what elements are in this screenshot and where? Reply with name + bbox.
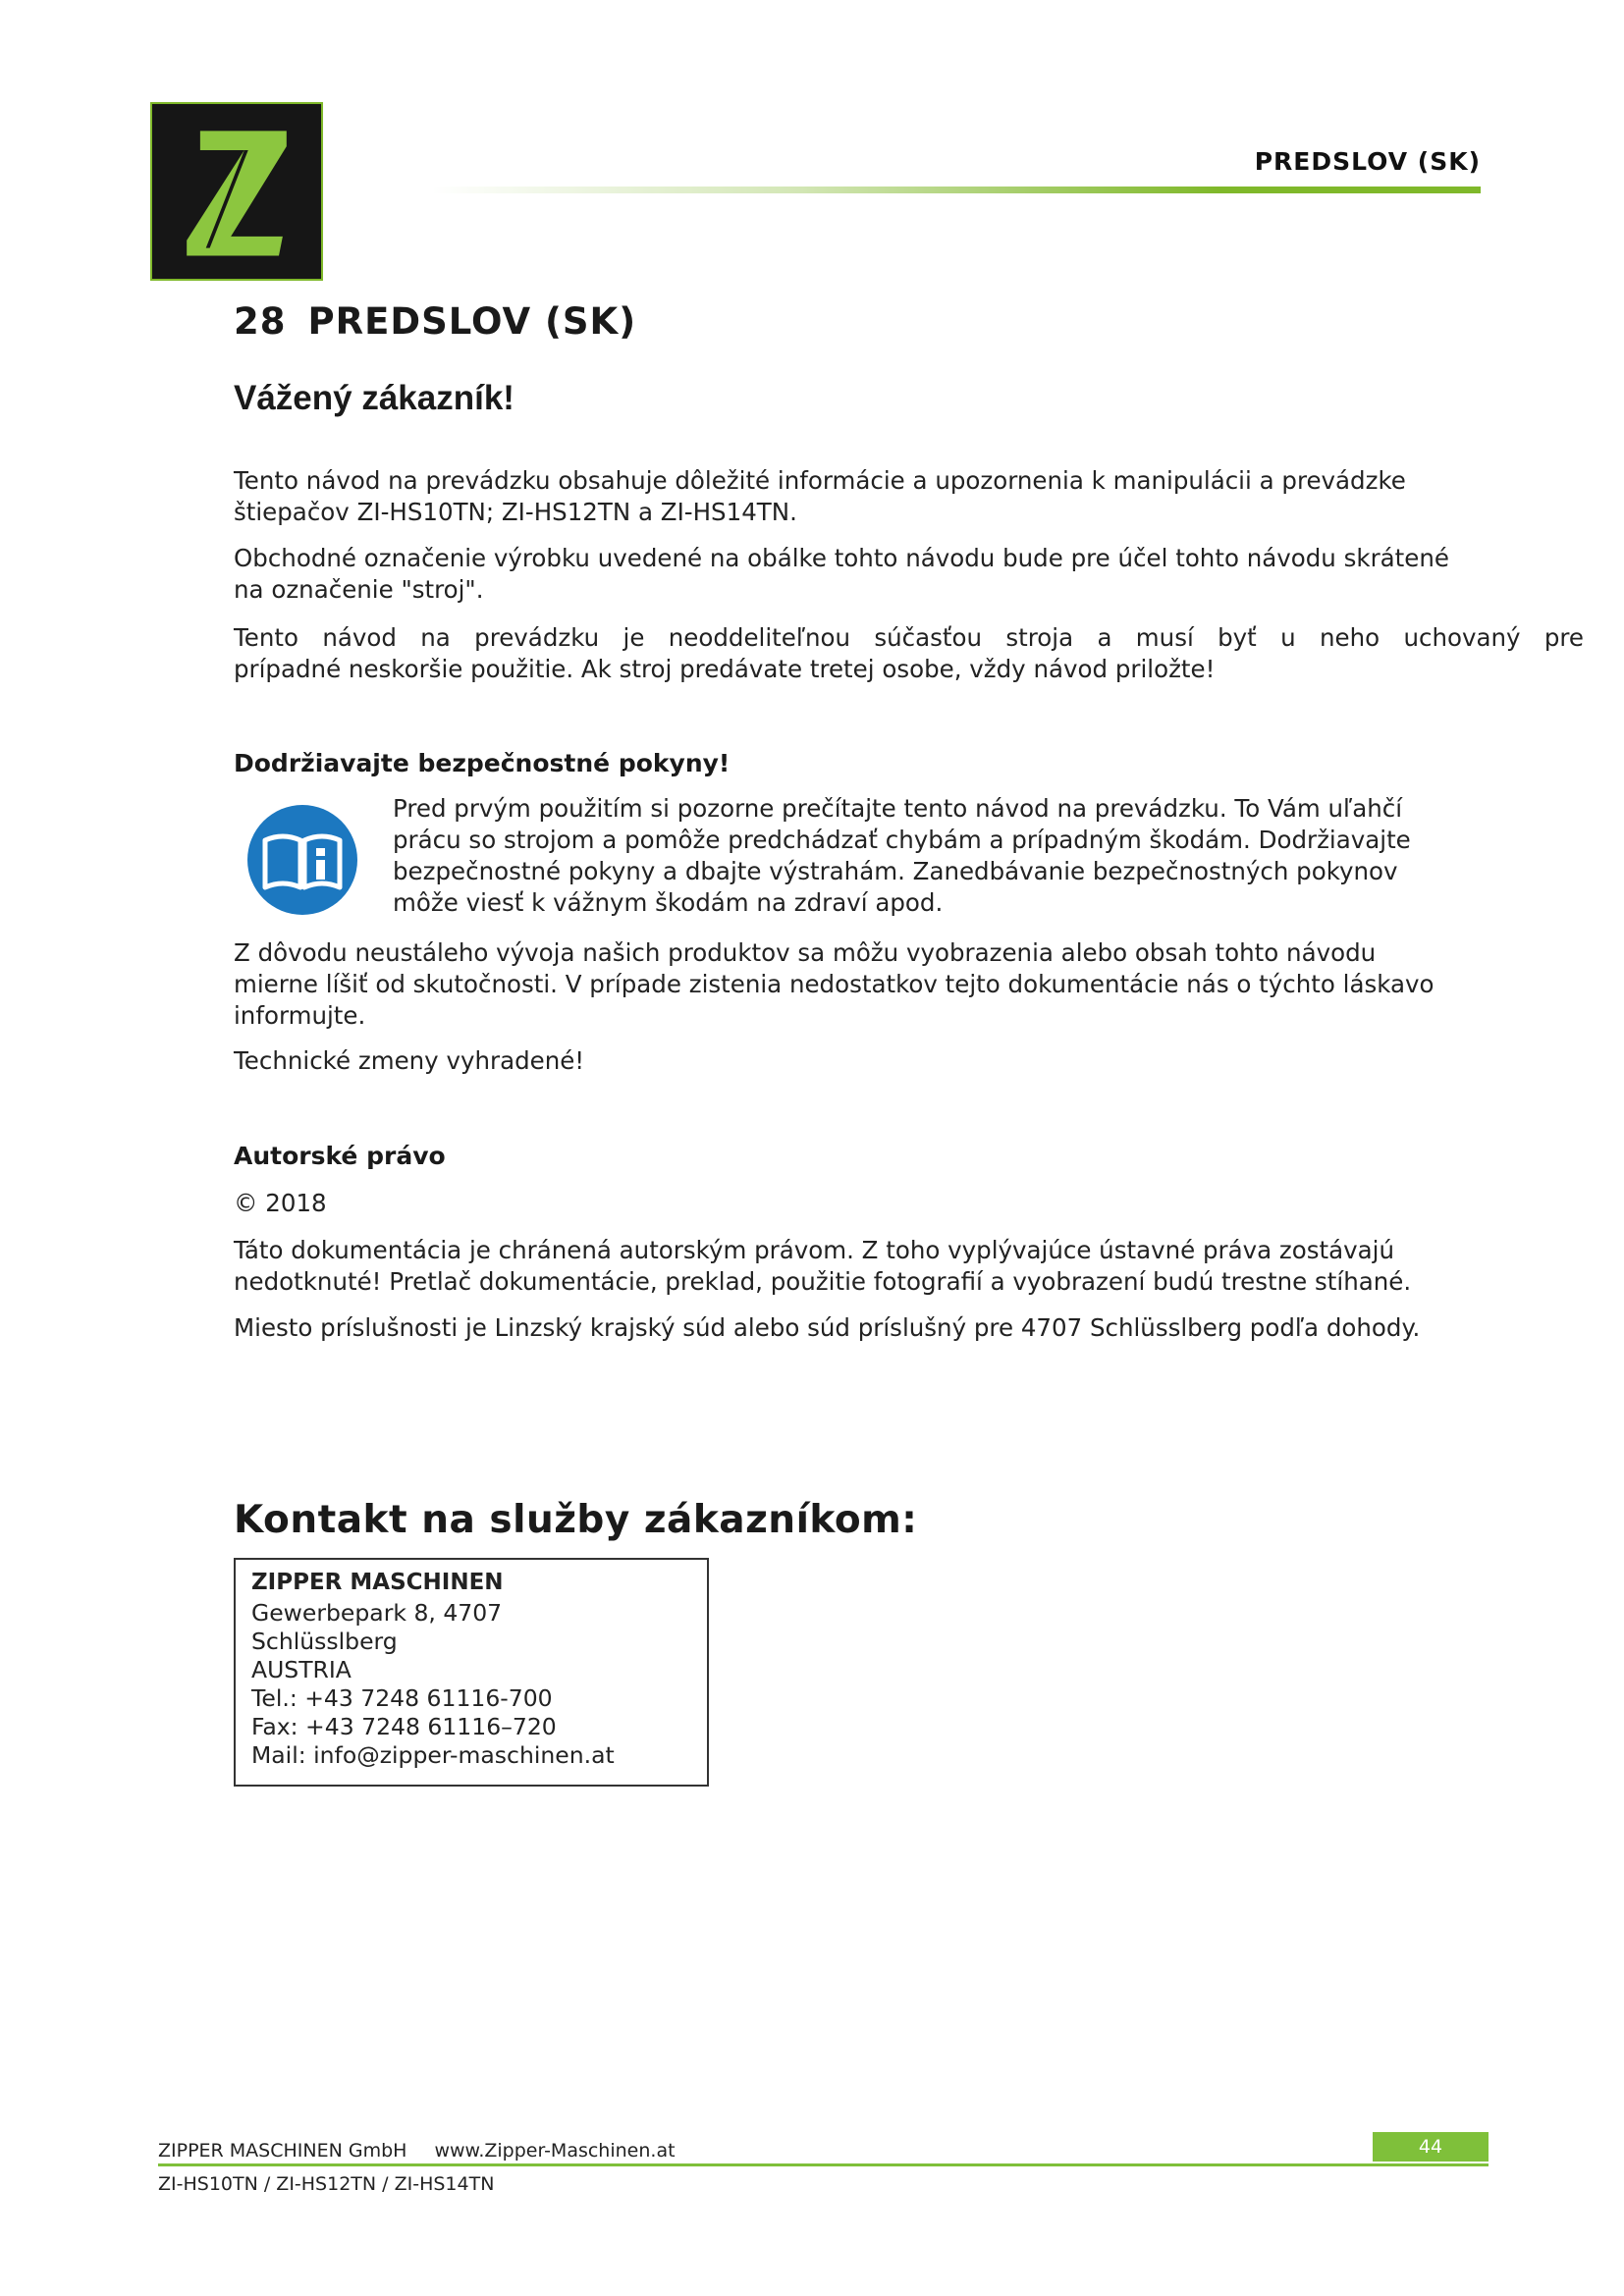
jurisdiction-paragraph: Miesto príslušnosti je Linzský krajský súd alebo súd príslušný pre 4707 Schlüsslberg podľa dohody. xyxy=(234,1313,1421,1342)
text-line: prípadné neskoršie použitie. Ak stroj predávate tretej osobe, vždy návod priložte! xyxy=(234,655,1216,683)
text-line: bezpečnostné pokyny a dbajte výstrahám. Zanedbávanie bezpečnostných pokynov xyxy=(393,857,1398,885)
text-line: Tento návod na prevádzku obsahuje dôležité informácie a upozornenia k manipulácii a prevádzke xyxy=(234,466,1406,495)
technical-changes-note: Technické zmeny vyhradené! xyxy=(234,1046,585,1075)
text-line: môže viesť k vážnym škodám na zdraví apod. xyxy=(393,888,944,917)
zipper-z-logo-icon xyxy=(152,104,321,279)
contact-fax: Fax: +43 7248 61116–720 xyxy=(251,1713,557,1740)
safety-text xyxy=(393,793,1492,919)
contact-heading: Kontakt na služby zákazníkom: xyxy=(234,1498,918,1542)
section-title: PREDSLOV (SK) xyxy=(307,300,637,343)
text-line: informujte. xyxy=(234,1001,366,1030)
copyright-paragraph xyxy=(234,1235,1411,1298)
text-line: Obchodné označenie výrobku uvedené na obálke tohto návodu bude pre účel tohto návodu skrátené xyxy=(234,544,1449,572)
greeting-heading: Vážený zákazník! xyxy=(234,379,514,417)
header-divider xyxy=(432,187,1481,193)
footer-info xyxy=(158,2140,676,2162)
footer-divider xyxy=(158,2163,1489,2166)
text-line: Tento návod na prevádzku je neoddeliteľnou súčasťou stroja a musí byť u neho uchovaný pre xyxy=(234,623,1584,652)
contact-address-2: Schlüsslberg xyxy=(251,1628,398,1655)
page-number: 44 xyxy=(1373,2132,1489,2162)
footer-company: ZIPPER MASCHINEN GmbH xyxy=(158,2140,407,2162)
copyright-year: © 2018 xyxy=(234,1189,327,1217)
text-line: prácu so strojom a pomôže predchádzať chybám a prípadným škodám. Dodržiavajte xyxy=(393,826,1411,854)
safety-paragraph-2 xyxy=(234,937,1434,1032)
read-manual-info-icon xyxy=(245,803,359,917)
safety-title: Dodržiavajte bezpečnostné pokyny! xyxy=(234,749,731,777)
intro-paragraph-3 xyxy=(234,622,1584,685)
section-heading xyxy=(234,300,636,343)
text-line: nedotknuté! Pretlač dokumentácie, preklad, použitie fotografií a vyobrazení budú trestne stíhané. xyxy=(234,1267,1412,1296)
contact-address-1: Gewerbepark 8, 4707 xyxy=(251,1599,503,1627)
copyright-title: Autorské právo xyxy=(234,1142,446,1170)
zipper-logo xyxy=(150,102,323,281)
footer-models: ZI-HS10TN / ZI-HS12TN / ZI-HS14TN xyxy=(158,2173,495,2195)
section-number: 28 xyxy=(234,300,287,343)
contact-box xyxy=(234,1558,709,1787)
text-line: Pred prvým použitím si pozorne prečítajte tento návod na prevádzku. To Vám uľahčí xyxy=(393,794,1403,823)
contact-mail[interactable]: Mail: info@zipper-maschinen.at xyxy=(251,1741,615,1769)
intro-paragraph-1 xyxy=(234,465,1406,528)
text-line: mierne líšiť od skutočnosti. V prípade zistenia nedostatkov tejto dokumentácie nás o týchto láskavo xyxy=(234,970,1435,998)
contact-company: ZIPPER MASCHINEN xyxy=(251,1570,504,1595)
footer-url[interactable]: www.Zipper-Maschinen.at xyxy=(434,2140,676,2162)
text-line: Táto dokumentácia je chránená autorským právom. Z toho vyplývajúce ústavné práva zostávajú xyxy=(234,1236,1394,1264)
text-line: Z dôvodu neustáleho vývoja našich produktov sa môžu vyobrazenia alebo obsah tohto návodu xyxy=(234,938,1377,967)
contact-country: AUSTRIA xyxy=(251,1656,352,1683)
header-title: PREDSLOV (SK) xyxy=(1254,147,1481,176)
intro-paragraph-2 xyxy=(234,543,1449,606)
contact-tel: Tel.: +43 7248 61116-700 xyxy=(251,1684,553,1712)
text-line: na označenie "stroj". xyxy=(234,575,484,604)
text-line: štiepačov ZI-HS10TN; ZI-HS12TN a ZI-HS14TN. xyxy=(234,498,797,526)
